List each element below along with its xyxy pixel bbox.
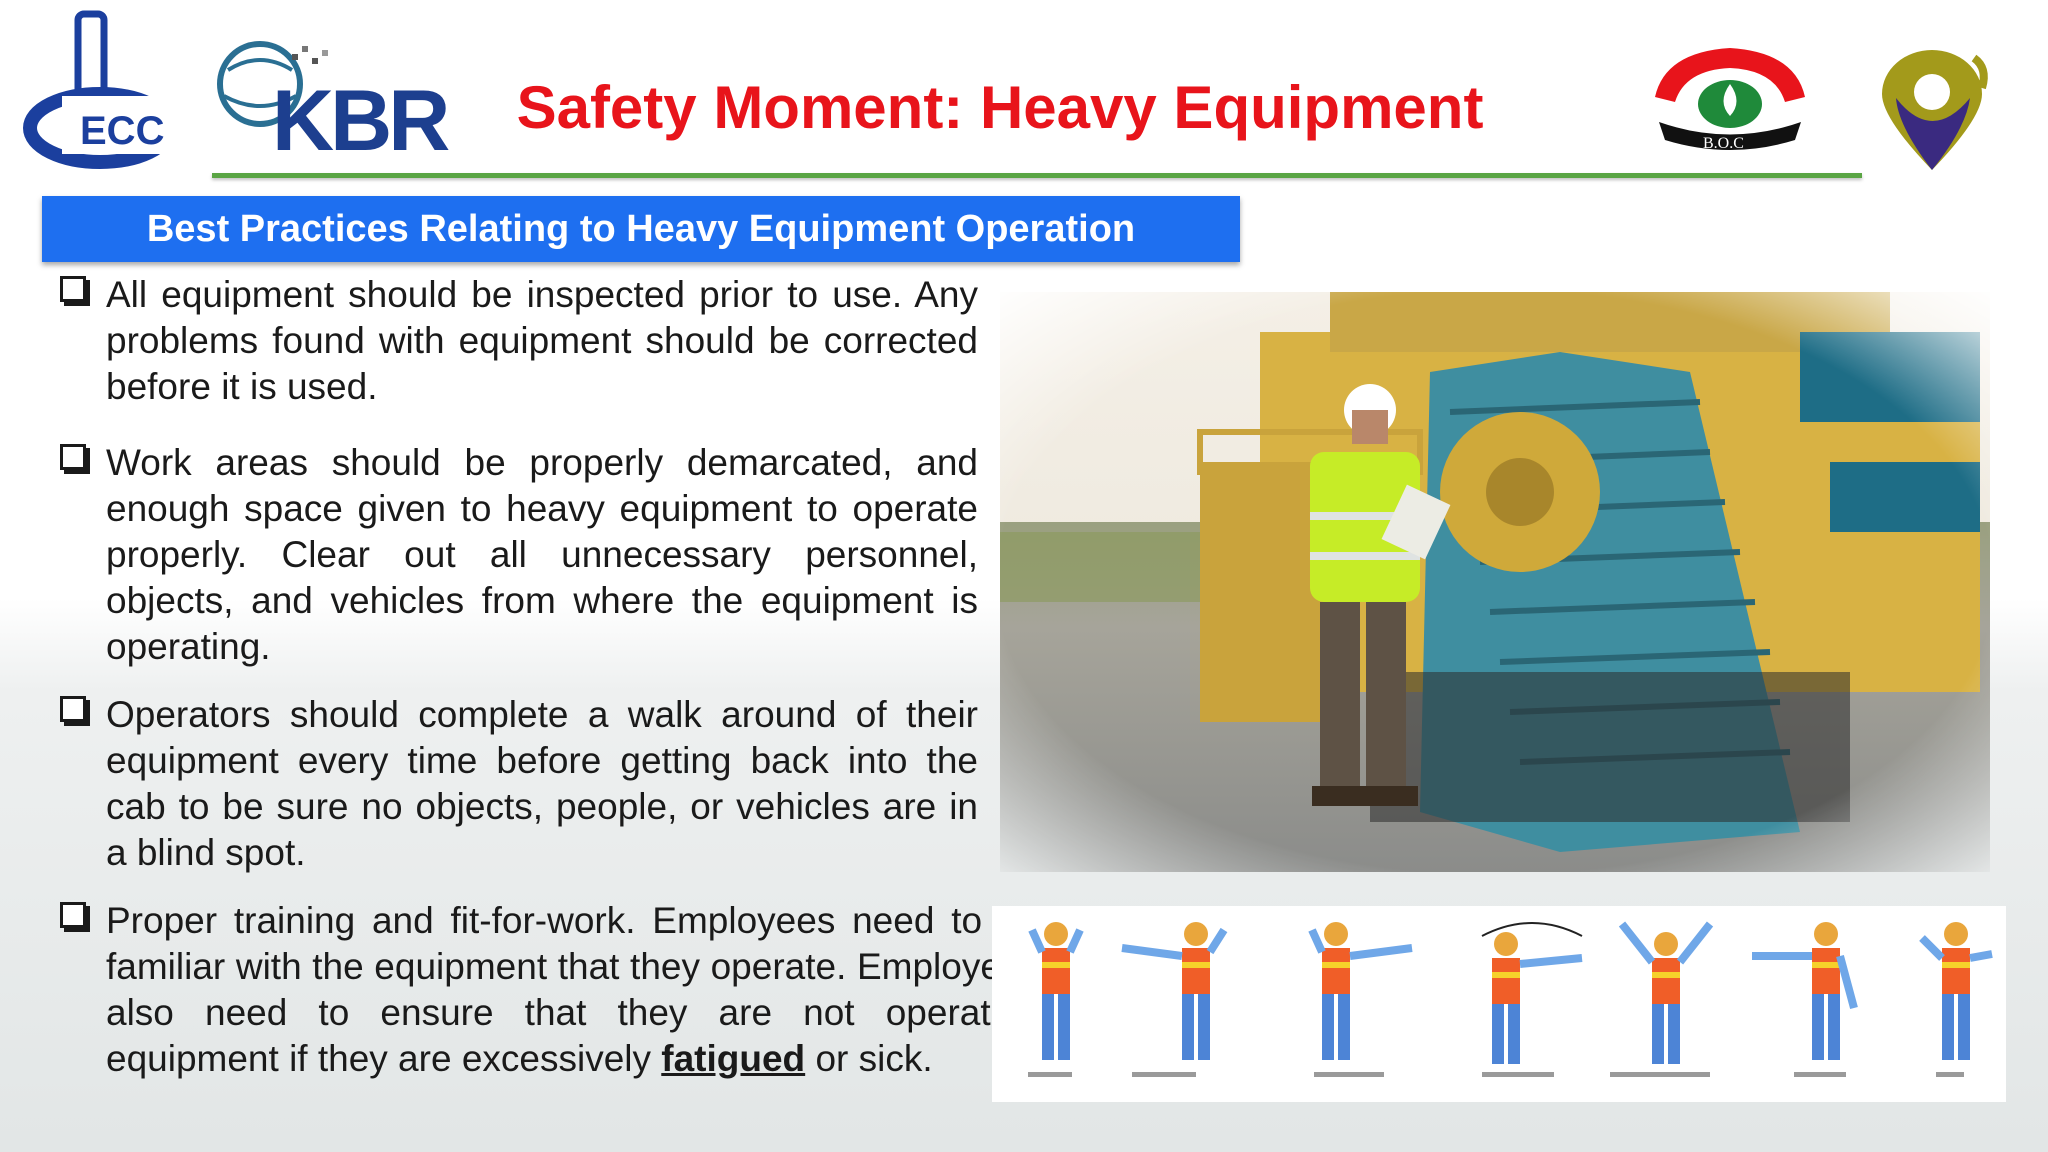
bullet-text: or sick. — [805, 1038, 933, 1079]
checkbox-bullet-icon — [60, 696, 86, 722]
bullet-text: Proper training and fit-for-work. Employees need to be familiar with the equipment that they operate. Employees also need to ensure that they are not operating equipment if they are excessively — [106, 900, 1040, 1079]
best-practices-list — [58, 272, 1040, 1082]
hand-signals-illustration — [992, 906, 2006, 1102]
ecc-logo-text: ECC — [80, 109, 165, 153]
checkbox-bullet-icon — [60, 276, 86, 302]
map-pin-logo — [1862, 48, 2002, 174]
list-item — [58, 692, 978, 876]
list-item — [58, 440, 978, 670]
checkbox-bullet-icon — [60, 444, 86, 470]
boc-logo — [1645, 42, 1815, 157]
list-item — [58, 898, 1040, 1082]
bulldozer-with-inspector-photo — [1000, 292, 1990, 872]
bullet-text: Operators should complete a walk around of their equipment every time before getting back into the cab to be sure no objects, people, or vehicles are in a blind spot. — [106, 694, 978, 873]
ecc-logo — [22, 10, 202, 170]
boc-logo-text: B.O.C — [1703, 135, 1744, 152]
bullet-text: Work areas should be properly demarcated, and enough space given to heavy equipment to operate properly. Clear out all unnecessary personnel, objects, and vehicles from where the equipment is operating. — [106, 442, 978, 667]
slide-title: Safety Moment: Heavy Equipment — [516, 74, 1484, 141]
checkbox-bullet-icon — [60, 902, 86, 928]
emphasis-word: fatigued — [661, 1038, 806, 1079]
bullet-text: All equipment should be inspected prior to use. Any problems found with equipment should be corrected before it is used. — [106, 274, 978, 407]
section-banner: Best Practices Relating to Heavy Equipment Operation — [42, 196, 1240, 262]
list-item — [58, 272, 978, 410]
kbr-logo-text: KBR — [272, 73, 447, 160]
title-divider — [212, 173, 1862, 178]
kbr-logo — [212, 20, 452, 160]
